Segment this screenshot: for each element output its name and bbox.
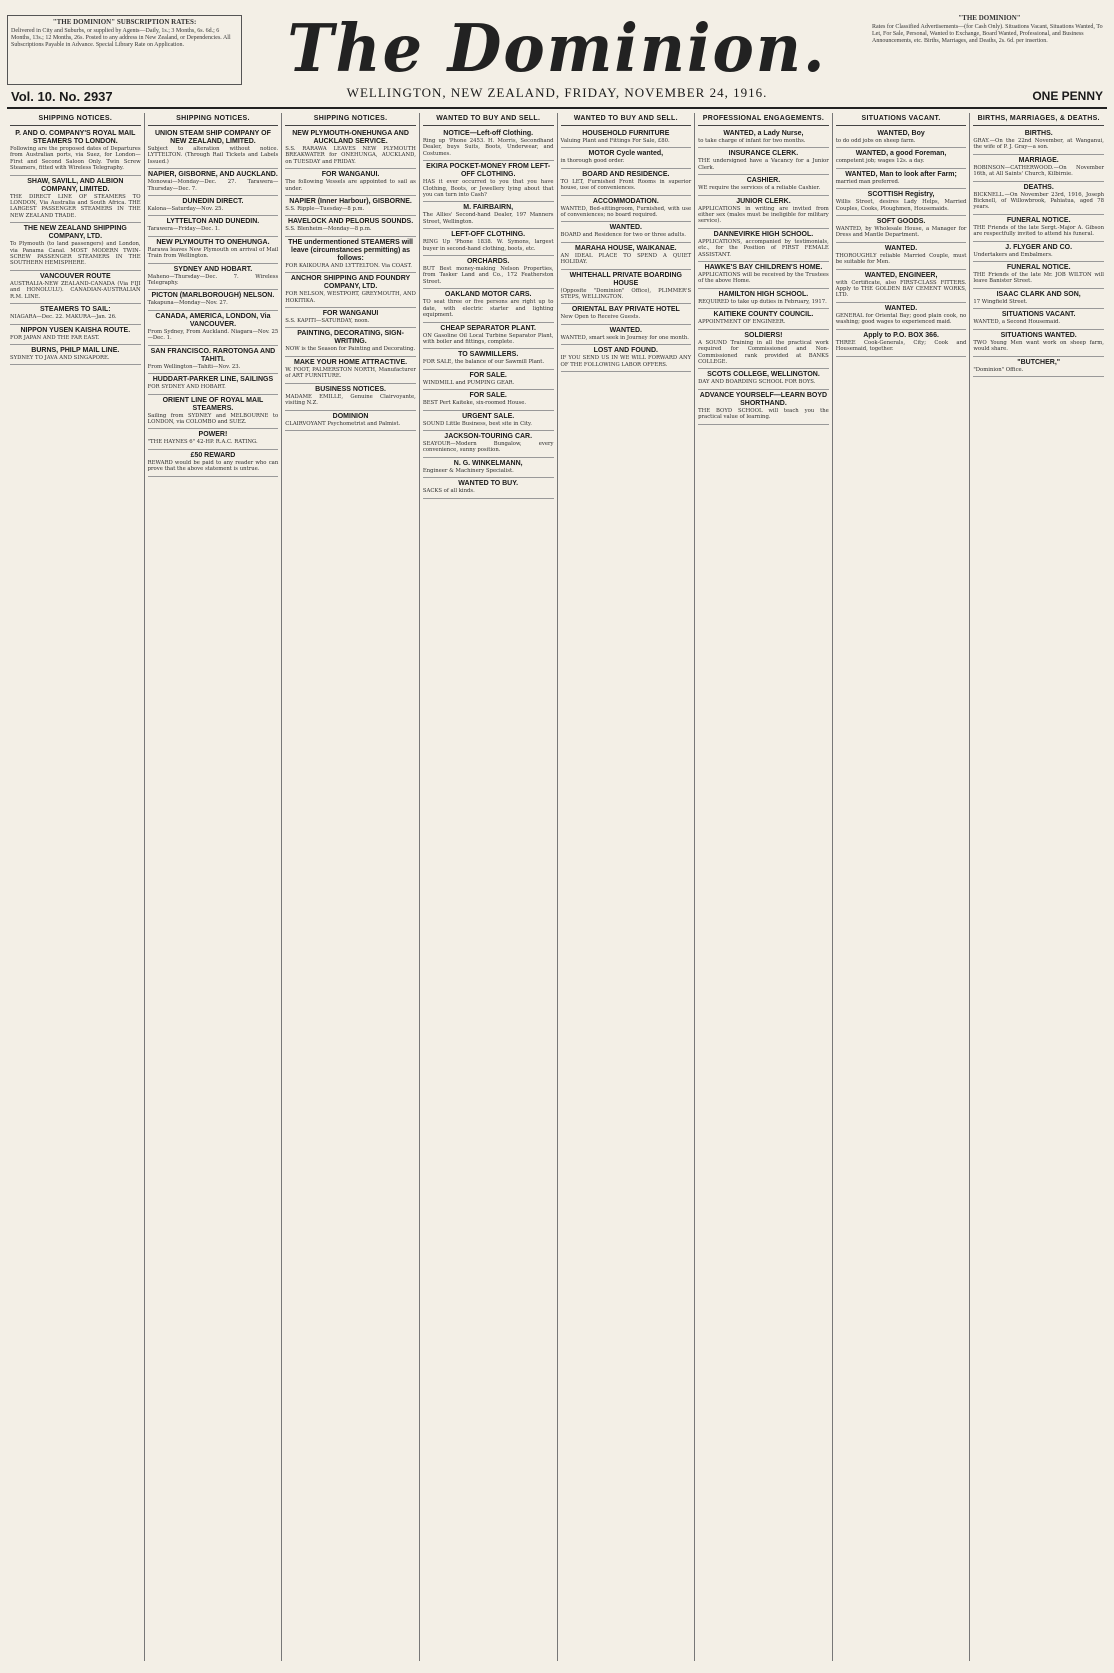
advertisement bbox=[148, 264, 279, 291]
advertisement bbox=[423, 256, 554, 289]
advertisement-body: REWARD would be paid to any reader who can prove that the above statement is untrue. bbox=[147, 459, 279, 473]
advertisement-body: to take charge of infant for two months. bbox=[698, 138, 806, 144]
advertisement-body: "Dominion" Office. bbox=[973, 366, 1024, 373]
advertisement bbox=[836, 330, 967, 357]
advertisement-body: Kalona—Saturday—Nov. 25. bbox=[147, 206, 224, 213]
advertising-rates-title: "THE DOMINION" bbox=[958, 14, 1021, 22]
advertisement-body: FOR KAIKOURA AND LYTTELTON. Via COAST. bbox=[285, 262, 412, 269]
column-heading: BIRTHS, MARRIAGES, & DEATHS. bbox=[973, 113, 1104, 126]
advertisement bbox=[423, 390, 554, 410]
advertisement-heading: HAVELOCK AND PELORUS SOUNDS. bbox=[287, 218, 414, 226]
advertisement-heading: WHITEHALL PRIVATE BOARDING HOUSE bbox=[569, 271, 682, 287]
column-heading: SITUATIONS VACANT. bbox=[836, 113, 967, 126]
advertisement-heading: OAKLAND MOTOR CARS. bbox=[444, 291, 532, 299]
advertisement bbox=[698, 289, 829, 309]
advertisement-heading: LEFT-OFF CLOTHING. bbox=[451, 231, 526, 239]
advertisement-body: WINDMILL and PUMPING GEAR. bbox=[422, 379, 515, 386]
advertisement-heading: LYTTELTON AND DUNEDIN. bbox=[166, 218, 260, 226]
column-heading: PROFESSIONAL ENGAGEMENTS. bbox=[698, 113, 829, 126]
column-heading: WANTED TO BUY AND SELL. bbox=[423, 113, 554, 126]
advertisement bbox=[698, 128, 829, 148]
advertisement-body: SEAYOUR—Modern Bungalow, every convenience, sunny position. bbox=[422, 440, 554, 454]
advertisement-body: WANTED, Bed-sittingroom, Furnished, with use of conveniences; no board required. bbox=[560, 205, 692, 219]
advertisement-heading: SCOTS COLLEGE, WELLINGTON. bbox=[707, 371, 820, 379]
advertisement bbox=[10, 271, 141, 304]
advertisement bbox=[285, 273, 416, 308]
advertisement-heading: UNION STEAM SHIP COMPANY OF NEW ZEALAND, LIMITED. bbox=[154, 130, 271, 145]
column-3 bbox=[282, 113, 420, 1661]
advertisement bbox=[148, 346, 279, 374]
advertisement bbox=[973, 128, 1104, 155]
advertisement-body: The Allies' Second-hand Dealer, 197 Manners Street, Wellington. bbox=[422, 212, 554, 225]
advertisement bbox=[836, 216, 967, 243]
advertisement bbox=[423, 370, 554, 390]
advertisement bbox=[285, 308, 416, 328]
column-4 bbox=[420, 113, 558, 1661]
column-heading: SHIPPING NOTICES. bbox=[285, 113, 416, 126]
advertisement-heading: ADVANCE YOURSELF—LEARN BOYD SHORTHAND. bbox=[699, 391, 828, 407]
advertisement-heading: MOTOR Cycle wanted, bbox=[588, 150, 664, 158]
advertisement bbox=[423, 323, 554, 350]
advertisement-body: FOR NELSON, WESTPORT, GREYMOUTH, AND HOKITIKA. bbox=[285, 291, 416, 304]
advertisement bbox=[285, 216, 416, 236]
advertisement-heading: WANTED. bbox=[884, 244, 918, 252]
advertisement bbox=[285, 357, 416, 384]
advertisement bbox=[973, 330, 1104, 357]
advertisement-heading: NEW PLYMOUTH-ONEHUNGA AND AUCKLAND SERVICE. bbox=[292, 130, 409, 145]
advertisement-body: WANTED, smart seek in Journey for one month. bbox=[560, 334, 689, 341]
advertisement bbox=[698, 229, 829, 262]
advertisement bbox=[148, 450, 279, 477]
advertisement-heading: FOR SALE. bbox=[469, 392, 507, 400]
advertisement-body: Rarawa leaves New Plymouth on arrival of Mail Train from Wellington. bbox=[147, 246, 279, 260]
advertising-rates-text: Rates for Classified Advertisements—(for Cash Only). Situations Vacant, Situations Wanted, To Let, For Sale, Personal, Wanted to Exchange, Board Wanted, Professional, and Business Announcements, etc. Births, Marriages, and Deaths, 2s. 6d. per insertion. bbox=[872, 24, 1103, 44]
advertisement-body: BUT Best money-making Nelson Properties, from Tasker Land and Co., 172 Featherston Street. bbox=[422, 266, 554, 285]
advertisement bbox=[423, 161, 554, 202]
advertisement-body: (Opposite "Dominion" Office), PLIMMER'S STEPS, WELLINGTON. bbox=[560, 287, 692, 301]
subscription-rates-box bbox=[7, 15, 242, 85]
advertisement bbox=[423, 458, 554, 478]
advertisement-heading: BIRTHS. bbox=[1024, 130, 1053, 137]
advertisement-body: THE Friends of the late Mr. JOB WILTON will leave Banister Street. bbox=[973, 272, 1104, 285]
advertisement-body: New Open to Receive Guests. bbox=[560, 314, 641, 321]
advertisement-heading: MAKE YOUR HOME ATTRACTIVE. bbox=[294, 358, 408, 366]
advertisement bbox=[423, 349, 554, 369]
advertisement-body: "THE HAYNES 6" 42-HP. R.A.C. RATING. bbox=[147, 439, 258, 446]
advertisement bbox=[698, 330, 829, 370]
advertisement-heading: DUNEDIN DIRECT. bbox=[182, 198, 244, 206]
advertisement-body: Takapuna—Monday—Nov. 27. bbox=[147, 300, 228, 307]
advertisement-heading: THE NEW ZEALAND SHIPPING COMPANY, LTD. bbox=[23, 225, 127, 241]
subscription-rates-title: "THE DOMINION" SUBSCRIPTION RATES: bbox=[52, 18, 197, 26]
advertisement-heading: FUNERAL NOTICE. bbox=[1006, 264, 1071, 272]
advertisement-heading: POWER! bbox=[198, 431, 228, 439]
advertisement bbox=[148, 374, 279, 394]
advertisement-heading: INSURANCE CLERK. bbox=[728, 150, 799, 158]
advertisement bbox=[423, 128, 554, 161]
advertisement-body: TWO Young Men want work on sheep farm, would share. bbox=[973, 339, 1104, 353]
advertisement-body: THE undersigned have a Vacancy for a Junior Clerk. bbox=[698, 158, 829, 171]
advertisement-heading: ORIENTAL BAY PRIVATE HOTEL bbox=[571, 306, 680, 314]
column-heading: SHIPPING NOTICES. bbox=[148, 113, 279, 126]
advertisement bbox=[148, 169, 279, 196]
advertisement-body: THOROUGHLY reliable Married Couple, must be suitable for Men. bbox=[835, 252, 967, 266]
advertisement-body: BICKNELL.—On November 23rd, 1916, Joseph Bicknell, of Willowbrook, Pahiatua, aged 78 years. bbox=[973, 191, 1104, 211]
column-5 bbox=[558, 113, 696, 1661]
advertisement bbox=[148, 237, 279, 264]
advertisement-heading: WANTED. bbox=[609, 224, 642, 232]
advertisement-heading: JUNIOR CLERK. bbox=[736, 197, 791, 205]
advertisement-body: CLAIRVOYANT Psychometrist and Palmist. bbox=[285, 420, 401, 427]
advertisement bbox=[973, 357, 1104, 377]
advertisement-heading: "BUTCHER," bbox=[1017, 358, 1061, 366]
advertisement bbox=[698, 309, 829, 329]
advertisement-heading: FOR WANGANUI. bbox=[321, 171, 380, 179]
advertisement-heading: NEW PLYMOUTH TO ONEHUNGA. bbox=[156, 238, 270, 246]
advertisement-body: S.S. KAPITI—SATURDAY, noon. bbox=[285, 318, 370, 325]
advertisement bbox=[698, 175, 829, 195]
advertisement-body: SYDNEY TO JAVA AND SINGAPORE. bbox=[10, 354, 110, 361]
advertisement bbox=[148, 216, 279, 236]
advertisement-heading: BOARD AND RESIDENCE. bbox=[582, 170, 670, 178]
advertisement-body: TO LET, Furnished Front Rooms in superior house, use of conveniences. bbox=[560, 178, 692, 192]
advertisement-body: Tarawera—Friday—Dec. 1. bbox=[147, 226, 220, 233]
advertisement bbox=[973, 289, 1104, 309]
advertisement-heading: DEATHS. bbox=[1023, 183, 1054, 191]
advertisement bbox=[698, 262, 829, 289]
advertisement-heading: HOUSEHOLD FURNITURE bbox=[582, 130, 670, 137]
column-6 bbox=[695, 113, 833, 1661]
advertisement-heading: SYDNEY AND HOBART. bbox=[173, 265, 253, 273]
advertisement-heading: KAITIEKE COUNTY COUNCIL. bbox=[713, 311, 814, 319]
advertisement-body: BEST Pert Kaiteke, six-roomed House. bbox=[422, 400, 527, 407]
advertisement-body: Sailing from SYDNEY and MELBOURNE to LONDON, via COLOMBO and SUEZ. bbox=[147, 412, 279, 425]
advertisement-heading: BUSINESS NOTICES. bbox=[315, 385, 386, 393]
advertisement-heading: M. FAIRBAIRN, bbox=[463, 204, 514, 212]
advertisement-body: APPOINTMENT OF ENGINEER. bbox=[698, 319, 786, 326]
advertisement-heading: HAMILTON HIGH SCHOOL. bbox=[718, 290, 809, 298]
column-1 bbox=[7, 113, 145, 1661]
newspaper-page bbox=[7, 7, 1107, 1659]
advertisement bbox=[423, 289, 554, 322]
advertisement-body: WE require the services of a reliable Cashier. bbox=[698, 185, 821, 192]
advertisement-body: WANTED, by Wholesale House, a Manager for Dress and Mantle Department. bbox=[835, 226, 967, 239]
advertisement-heading: HAWKE'S BAY CHILDREN'S HOME. bbox=[704, 264, 823, 272]
advertisement-heading: CANADA, AMERICA, LONDON, Via VANCOUVER. bbox=[155, 312, 271, 328]
advertisement-body: GENERAL for Oriental Bay; good plain cook, no washing; good wages to experienced maid. bbox=[835, 312, 967, 326]
advertisement-heading: FUNERAL NOTICE. bbox=[1006, 216, 1071, 224]
advertisement-heading: LOST AND FOUND. bbox=[593, 347, 658, 355]
advertisement-body: THE BOYD SCHOOL will teach you the practical value of learning. bbox=[698, 407, 829, 421]
advertisement-heading: NAPIER (Inner Harbour), GISBORNE. bbox=[289, 198, 412, 206]
advertisement-body: WANTED, a Second Housemaid. bbox=[973, 319, 1061, 326]
advertisement-body: Willis Street, desires Lady Helps, Married Couples, Cooks, Ploughmen, Housemaids. bbox=[835, 199, 967, 212]
advertisement-body: Following are the proposed dates of Departures from Australian ports, via Suez, for London—First and Second Saloon Only. Twin Screw Steamers, fitted with Wireless Telegraphy. bbox=[10, 146, 141, 172]
advertisement-body: S.S. RARAWA LEAVES NEW PLYMOUTH BREAKWATER for ONEHUNGA, AUCKLAND, on TUESDAY and FRIDAY. bbox=[285, 146, 416, 165]
advertisement bbox=[285, 384, 416, 411]
advertisement-heading: JACKSON-TOURING CAR. bbox=[444, 432, 533, 440]
advertisement bbox=[561, 148, 692, 168]
advertisement bbox=[10, 325, 141, 345]
subscription-rates-text: Delivered in City and Suburbs, or supplied by Agents—Daily, 1s.; 3 Months, 6s. 6d.; 6 Months, 13s.; 12 Months, 26s. Posted to any address in New Zealand, or Dependencies. All Subscriptions Payable in Advance. Special Library Rate on Application. bbox=[11, 28, 231, 48]
advertisement-heading: SITUATIONS VACANT. bbox=[1001, 311, 1076, 319]
advertisement-heading: J. FLYGER AND CO. bbox=[1005, 243, 1073, 251]
advertisement-body: AUSTRALIA-NEW ZEALAND-CANADA (Via FIJI and HONOLULU). CANADIAN-AUSTRALIAN R.M. LINE. bbox=[10, 280, 141, 300]
advertisement-body: MADAME EMILLE, Genuine Clairvoyante, visiting N.Z. bbox=[285, 393, 416, 407]
advertisement-heading: FOR WANGANUI bbox=[322, 310, 379, 318]
advertisement bbox=[423, 431, 554, 458]
advertisement bbox=[561, 243, 692, 270]
advertisement-heading: WANTED, Boy bbox=[877, 130, 925, 137]
advertisement-heading: SAN FRANCISCO. RAROTONGA AND TAHITI. bbox=[150, 347, 276, 363]
dateline: WELLINGTON, NEW ZEALAND, FRIDAY, NOVEMBER 24, 1916. bbox=[346, 85, 768, 100]
advertisement bbox=[148, 196, 279, 216]
advertisement-heading: DANNEVIRKE HIGH SCHOOL. bbox=[713, 230, 814, 238]
advertisement bbox=[836, 270, 967, 303]
advertisement-body: REQUIRED to take up duties in February, 1917. bbox=[698, 298, 827, 305]
advertisement bbox=[423, 229, 554, 256]
column-heading: SHIPPING NOTICES. bbox=[10, 113, 141, 126]
advertisement-heading: Apply to P.O. BOX 366. bbox=[863, 331, 939, 339]
advertisement-heading: DOMINION bbox=[332, 412, 369, 420]
advertisement bbox=[423, 478, 554, 498]
advertisement-body: IF YOU SEND US IN WE WILL FORWARD ANY OF THE FOLLOWING LABOR OFFERS. bbox=[560, 355, 692, 368]
advertisement bbox=[423, 411, 554, 431]
advertisement-body: Maheno—Thursday—Dec. 7. Wireless Telegraphy. bbox=[147, 273, 279, 287]
advertisement-heading: EKIRA POCKET-MONEY FROM LEFT-OFF CLOTHING. bbox=[426, 163, 551, 179]
advertisement-heading: PICTON (MARLBOROUGH) NELSON. bbox=[151, 292, 275, 300]
advertisement-heading: ORIENT LINE OF ROYAL MAIL STEAMERS. bbox=[162, 396, 264, 412]
advertisement-body: FOR SYDNEY AND HOBART. bbox=[147, 384, 226, 391]
advertisement-heading: THE undermentioned STEAMERS will leave (circumstances permitting) as follows: bbox=[288, 238, 413, 262]
advertisement-body: ON Gasoline Oil Local Turbine Separator Plant, with boiler and fittings, complete. bbox=[422, 332, 554, 345]
advertisement-heading: STEAMERS TO SAIL: bbox=[39, 306, 111, 314]
advertisement-heading: £50 REWARD bbox=[190, 451, 236, 459]
advertisement-heading: WANTED. bbox=[609, 326, 642, 334]
advertisement-heading: SHAW, SAVILL, AND ALBION COMPANY, LIMITED. bbox=[27, 177, 124, 193]
advertisement-heading: MARRIAGE. bbox=[1018, 156, 1059, 164]
advertisement-heading: ORCHARDS. bbox=[466, 258, 510, 266]
advertisement bbox=[285, 411, 416, 431]
volume-number: Vol. 10. No. 2937 bbox=[11, 89, 113, 104]
column-heading: WANTED TO BUY AND SELL. bbox=[561, 113, 692, 126]
advertisement-heading: ANCHOR SHIPPING AND FOUNDRY COMPANY, LTD. bbox=[290, 275, 411, 291]
advertisement-body: FOR JAPAN AND THE FAR EAST. bbox=[10, 334, 100, 341]
advertisement bbox=[836, 128, 967, 148]
advertisement bbox=[836, 303, 967, 330]
advertisement bbox=[973, 182, 1104, 215]
advertisement-body: in thorough good order. bbox=[560, 158, 625, 165]
advertisement-body: To Plymouth (to land passengers) and London, via Panama Canal. MOST MODERN TWIN-SCREW PASSENGER STEAMERS IN THE SOUTHERN HEMISPHERE. bbox=[10, 241, 141, 267]
advertisement-heading: HUDDART-PARKER LINE, SAILINGS bbox=[152, 376, 274, 384]
advertisement-heading: WANTED TO BUY. bbox=[458, 480, 519, 488]
advertisement-body: ROBINSON—CATHERWOOD.—On November 16th, at All Saints' Church, Kilbirnie. bbox=[973, 164, 1104, 178]
advertisement bbox=[698, 369, 829, 389]
advertisement-body: Undertakers and Embalmers. bbox=[973, 251, 1053, 258]
advertisement bbox=[561, 270, 692, 305]
advertisement bbox=[973, 309, 1104, 329]
advertisement-heading: WANTED, a Lady Nurse, bbox=[723, 130, 804, 137]
advertisement-body: Valuing Plant and Fittings For Sale, £80. bbox=[560, 138, 670, 144]
advertisement-body: GRAY.—On the 22nd November, at Wanganui, the wife of P. J. Gray—a son. bbox=[973, 138, 1104, 151]
advertisement-body: NOW is the Season for Painting and Decorating. bbox=[285, 346, 416, 353]
advertisement-body: From Sydney, From Auckland. Niagara—Nov. 25—Dec. 1. bbox=[147, 328, 279, 342]
advertisement-body: to do odd jobs on sheep farm. bbox=[835, 138, 916, 144]
advertisement bbox=[836, 243, 967, 270]
advertisement-heading: BURNS, PHILP MAIL LINE. bbox=[31, 346, 120, 354]
advertisement-heading: SITUATIONS WANTED. bbox=[1000, 331, 1077, 339]
advertisement bbox=[285, 128, 416, 169]
advertisement-heading: CASHIER. bbox=[746, 177, 781, 185]
advertisement bbox=[836, 148, 967, 168]
advertisement bbox=[561, 304, 692, 324]
advertisement-heading: NOTICE—Left-off Clothing. bbox=[443, 130, 534, 137]
advertisement-body: THE Friends of the late Sergt.-Major A. Gibson are respectfully invited to attend his funeral. bbox=[973, 224, 1104, 238]
advertisement bbox=[10, 128, 141, 176]
advertisement bbox=[148, 311, 279, 346]
advertisement-body: TO seat three or five persons are right up to date, with electric starter and lighting equipment. bbox=[422, 299, 554, 319]
advertisement bbox=[973, 242, 1104, 262]
column-8 bbox=[970, 113, 1107, 1661]
advertisement-heading: FOR SALE. bbox=[469, 371, 507, 379]
advertisement-body: The following Vessels are appointed to sail as under. bbox=[285, 179, 416, 192]
advertisement bbox=[698, 196, 829, 229]
advertisement-body: SACKS of all kinds. bbox=[422, 488, 475, 495]
advertisement-heading: SOLDIERS! bbox=[744, 331, 783, 339]
advertisement bbox=[148, 128, 279, 169]
advertisement-body: THE DIRECT LINE OF STEAMERS TO LONDON, Via Australia and South Africa. THE LARGEST PASSENGER STEAMERS IN THE NEW ZEALAND TRADE. bbox=[10, 193, 141, 219]
advertisement bbox=[148, 290, 279, 310]
advertisement-heading: SOFT GOODS. bbox=[876, 218, 926, 226]
advertisement-body: W. FOOT, PALMERSTON NORTH, Manufacturer of ART FURNITURE. bbox=[285, 366, 416, 380]
advertisement-body: S.S. Blenheim—Monday—8 p.m. bbox=[285, 226, 372, 233]
advertisement-body: SOUND Little Business, best site in City. bbox=[422, 420, 532, 427]
advertisement-heading: MARAHA HOUSE, WAIKANAE. bbox=[574, 244, 677, 252]
advertisement-heading: P. AND O. COMPANY'S ROYAL MAIL STEAMERS TO LONDON. bbox=[15, 130, 136, 145]
advertisement bbox=[561, 345, 692, 372]
advertisement bbox=[10, 176, 141, 224]
advertisement-body: A SOUND Training in all the practical work required for Commissioned and Non-Commissioned rank provided at BANKS COLLEGE. bbox=[698, 339, 829, 365]
advertisement-heading: WANTED. bbox=[884, 304, 918, 312]
advertisement-body: NIAGARA—Dec. 22. MAKURA—Jan. 26. bbox=[10, 314, 117, 321]
advertisement bbox=[973, 155, 1104, 182]
advertisement bbox=[561, 222, 692, 242]
price: ONE PENNY bbox=[1032, 89, 1103, 103]
advertisement bbox=[698, 390, 829, 425]
advertisement bbox=[285, 196, 416, 216]
advertisement bbox=[561, 128, 692, 148]
advertisement-body: competent job; wages 12s. a day. bbox=[835, 158, 925, 165]
advertisement-body: From Wellington—Tahiti—Nov. 23. bbox=[147, 363, 241, 370]
advertisement-body: BOARD and Residence for two or three adults. bbox=[560, 232, 686, 239]
advertisement bbox=[698, 148, 829, 175]
advertisement-body: with Certificate, also FIRST-CLASS FITTERS. Apply to THE GOLDEN BAY CEMENT WORKS, LTD. bbox=[835, 279, 967, 299]
advertisement bbox=[285, 169, 416, 196]
advertisement-body: S.S. Ripple—Tuesday—8 p.m. bbox=[285, 206, 365, 213]
advertisement-heading: WANTED, ENGINEER, bbox=[864, 271, 938, 279]
advertisement-body: Ring up 'Phone 2453. H. Morris, Secondhand Dealer, buys Suits, Boots, Underwear, and Costumes. bbox=[422, 138, 554, 157]
advertisement bbox=[10, 345, 141, 365]
advertisement-heading: URGENT SALE. bbox=[462, 412, 515, 420]
advertisement bbox=[836, 169, 967, 189]
advertisement-heading: PAINTING, DECORATING, SIGN-WRITING. bbox=[297, 330, 404, 346]
advertising-rates-box bbox=[872, 15, 1107, 85]
advertisement bbox=[973, 262, 1104, 289]
advertisement-body: APPLICATIONS in writing are invited from either sex (males must be ineligible for military service). bbox=[698, 205, 829, 225]
advertisement-body: APPLICATIONS will be received by the Trustees of the above Home. bbox=[698, 272, 829, 285]
advertisement bbox=[561, 325, 692, 345]
advertisement-heading: N. G. WINKELMANN, bbox=[453, 459, 523, 467]
advertisement-body: Subject to alteration without notice. LYTTELTON. (Through Rail Tickets and Labels Issued.) bbox=[147, 146, 279, 165]
advertisement-body: 17 Wingfield Street. bbox=[973, 298, 1028, 305]
advertisement-body: APPLICATIONS, accompanied by testimonials, etc., for the Position of FIRST FEMALE ASSISTANT. bbox=[698, 238, 829, 258]
advertisement-body: married man preferred. bbox=[835, 178, 900, 185]
advertisement bbox=[561, 169, 692, 196]
advertisement-heading: CHEAP SEPARATOR PLANT. bbox=[440, 324, 536, 332]
advertisement-heading: NIPPON YUSEN KAISHA ROUTE. bbox=[20, 326, 131, 334]
advertisement-body: HAS it ever occurred to you that you have Clothing, Boots, or Jewellery lying about that you can turn into Cash? bbox=[422, 179, 554, 199]
advertisement bbox=[423, 202, 554, 229]
advertisement bbox=[148, 429, 279, 449]
advertisement-body: Engineer & Machinery Specialist. bbox=[422, 467, 514, 474]
advertisement bbox=[10, 223, 141, 271]
advertisement bbox=[973, 215, 1104, 242]
advertisement bbox=[561, 196, 692, 223]
advertisement-body: Monowai—Monday—Dec. 27. Tarawera—Thursday—Dec. 7. bbox=[147, 179, 279, 192]
advertisement-body: FOR SALE, the balance of our Sawmill Plant. bbox=[422, 359, 545, 366]
advertisement bbox=[285, 237, 416, 273]
advertisement bbox=[10, 304, 141, 324]
advertisement-heading: ACCOMMODATION. bbox=[592, 197, 659, 205]
advertisement-body: DAY AND BOARDING SCHOOL FOR BOYS. bbox=[698, 379, 816, 386]
newspaper-title: The Dominion. bbox=[287, 9, 827, 87]
advertisement-heading: NAPIER, GISBORNE, AND AUCKLAND. bbox=[148, 171, 278, 179]
advertisement-heading: WANTED, a good Foreman, bbox=[855, 150, 947, 158]
advertisement-body: THREE Cook-Generals, City; Cook and Housemaid, together. bbox=[835, 339, 967, 353]
masthead bbox=[7, 7, 1107, 109]
advertisement-heading: WANTED, Man to look after Farm; bbox=[845, 170, 957, 178]
columns bbox=[7, 113, 1107, 1661]
advertisement-body: AN IDEAL PLACE TO SPEND A QUIET HOLIDAY. bbox=[560, 252, 692, 266]
advertisement bbox=[148, 395, 279, 430]
column-7 bbox=[833, 113, 971, 1661]
advertisement-heading: VANCOUVER ROUTE bbox=[39, 272, 111, 280]
advertisement-heading: SCOTTISH Registry, bbox=[867, 191, 935, 199]
advertisement-body: RING Up 'Phone 1838. W. Symons, largest buyer in second-hand clothing, boots, etc. bbox=[422, 239, 554, 252]
advertisement-heading: TO SAWMILLERS. bbox=[458, 351, 519, 359]
advertisement bbox=[285, 328, 416, 356]
advertisement-heading: ISAAC CLARK AND SON, bbox=[996, 290, 1081, 298]
advertisement bbox=[836, 189, 967, 216]
column-2 bbox=[145, 113, 283, 1661]
